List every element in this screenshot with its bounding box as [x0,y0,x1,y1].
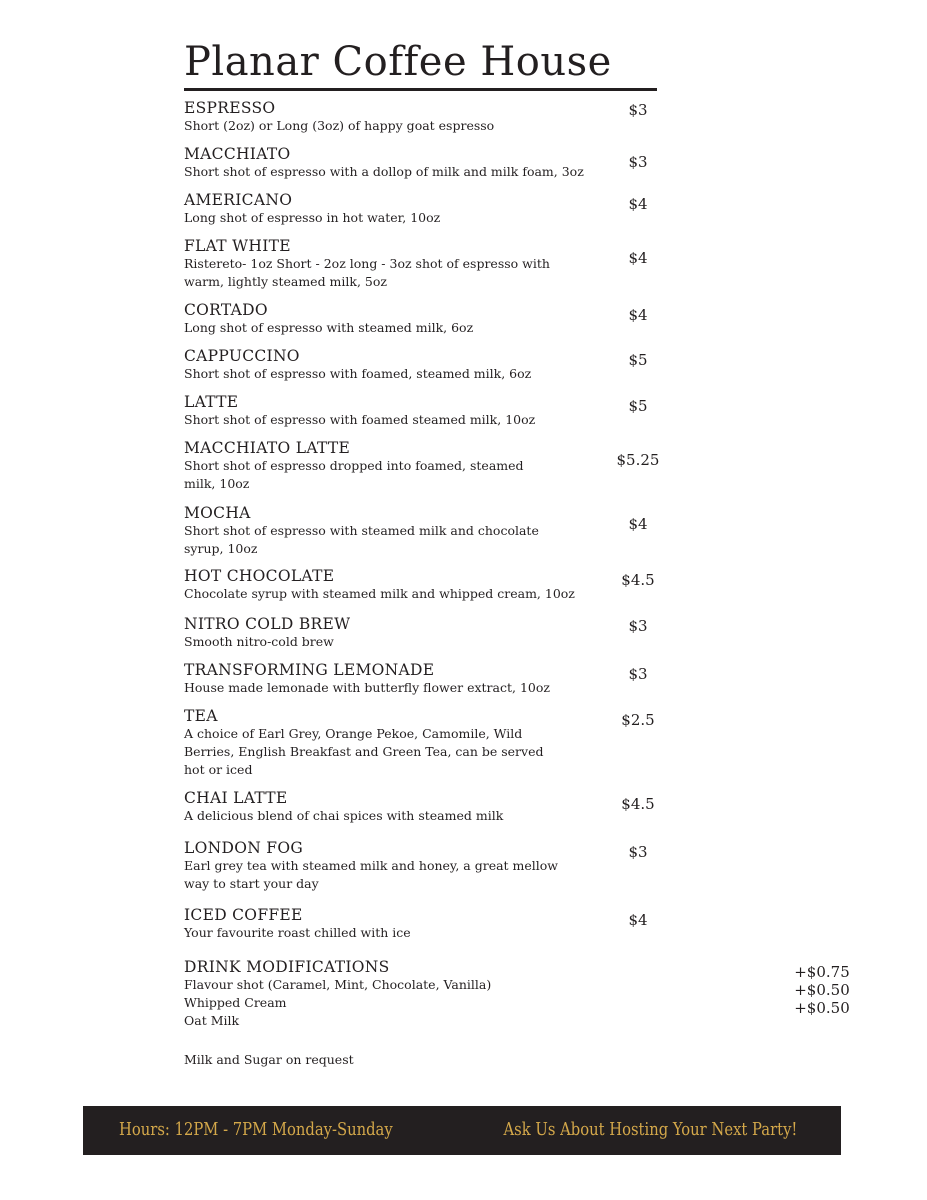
page-title: Planar Coffee House [184,39,612,85]
item-description: Long shot of espresso with steamed milk, 6oz [184,320,474,335]
modification-label: Oat Milk [184,1013,240,1028]
menu-item-cappuccino [184,348,664,383]
menu-item-macchiato-latte [184,440,664,493]
item-name: LONDON FOG [184,839,304,857]
item-description: Chocolate syrup with steamed milk and whipped cream, 10oz [184,586,575,601]
item-name: LATTE [184,393,239,411]
item-name: NITRO COLD BREW [184,615,351,633]
menu-item-latte [184,394,664,429]
item-name: CHAI LATTE [184,789,288,807]
item-description: Short shot of espresso with foamed, steamed milk, 6oz [184,366,532,381]
modifications-heading: DRINK MODIFICATIONS [184,958,390,976]
item-price: $4 [628,249,648,267]
item-price: $4 [628,195,648,213]
item-price: $3 [628,101,648,119]
party-text: Ask Us About Hosting Your Next Party! [503,1119,797,1140]
menu-item-macchiato [184,146,664,181]
item-price: $3 [628,665,648,683]
modification-price: +$0.50 [794,981,850,999]
item-price: $2.5 [621,711,655,729]
item-description: House made lemonade with butterfly flower extract, 10oz [184,680,550,695]
menu-item-transforming-lemonade [184,662,664,697]
item-description: Short shot of espresso with foamed steamed milk, 10oz [184,412,536,427]
item-description: Short shot of espresso with steamed milk and chocolate syrup, 10oz [184,523,539,556]
menu-item-tea [184,708,664,779]
menu-item-americano [184,192,664,227]
modification-price: +$0.75 [794,963,850,981]
item-price: $4 [628,515,648,533]
item-name: MACCHIATO LATTE [184,439,351,457]
item-name: CAPPUCCINO [184,347,300,365]
item-name: ICED COFFEE [184,906,303,924]
menu-item-espresso [184,100,664,135]
title-divider [184,88,657,91]
item-description: Earl grey tea with steamed milk and honey, a great mellow way to start your day [184,858,559,891]
modification-label: Flavour shot (Caramel, Mint, Chocolate, Vanilla) [184,977,492,992]
item-name: MOCHA [184,504,251,522]
item-description: Short shot of espresso dropped into foamed, steamed milk, 10oz [184,458,524,491]
menu-item-nitro-cold-brew [184,616,664,651]
hours-text: Hours: 12PM - 7PM Monday-Sunday [119,1119,393,1140]
item-description: Short (2oz) or Long (3oz) of happy goat espresso [184,118,495,133]
item-name: FLAT WHITE [184,237,291,255]
menu-item-flat-white [184,238,664,291]
menu-item-iced-coffee [184,907,664,942]
item-description: Short shot of espresso with a dollop of milk and milk foam, 3oz [184,164,584,179]
item-name: MACCHIATO [184,145,291,163]
item-price: $5 [628,351,648,369]
item-description: Your favourite roast chilled with ice [184,925,411,940]
item-name: TEA [184,707,218,725]
milk-sugar-note: Milk and Sugar on request [184,1052,354,1067]
menu-item-hot-chocolate [184,568,664,603]
item-price: $3 [628,617,648,635]
item-name: HOT CHOCOLATE [184,567,335,585]
drink-modifications [184,958,850,1030]
item-description: Ristereto- 1oz Short - 2oz long - 3oz shot of espresso with warm, lightly steamed milk, 5oz [184,256,550,289]
modification-price: +$0.50 [794,999,850,1017]
item-name: TRANSFORMING LEMONADE [184,661,435,679]
item-price: $5 [628,397,648,415]
item-price: $3 [628,843,648,861]
item-description: A delicious blend of chai spices with steamed milk [184,808,504,823]
menu-item-cortado [184,302,664,337]
item-description: Smooth nitro-cold brew [184,634,334,649]
item-price: $4.5 [621,795,655,813]
menu-item-london-fog [184,840,664,893]
item-name: CORTADO [184,301,268,319]
item-price: $4 [628,306,648,324]
item-price: $3 [628,153,648,171]
modification-label: Whipped Cream [184,995,287,1010]
item-price: $4.5 [621,571,655,589]
menu-item-mocha [184,505,664,558]
item-price: $5.25 [616,451,660,469]
item-price: $4 [628,911,648,929]
item-description: A choice of Earl Grey, Orange Pekoe, Camomile, Wild Berries, English Breakfast and Green Tea, can be served hot or iced [184,726,544,777]
menu-item-chai-latte [184,790,664,825]
footer-banner [83,1106,841,1155]
item-name: ESPRESSO [184,99,276,117]
item-description: Long shot of espresso in hot water, 10oz [184,210,441,225]
item-name: AMERICANO [184,191,293,209]
